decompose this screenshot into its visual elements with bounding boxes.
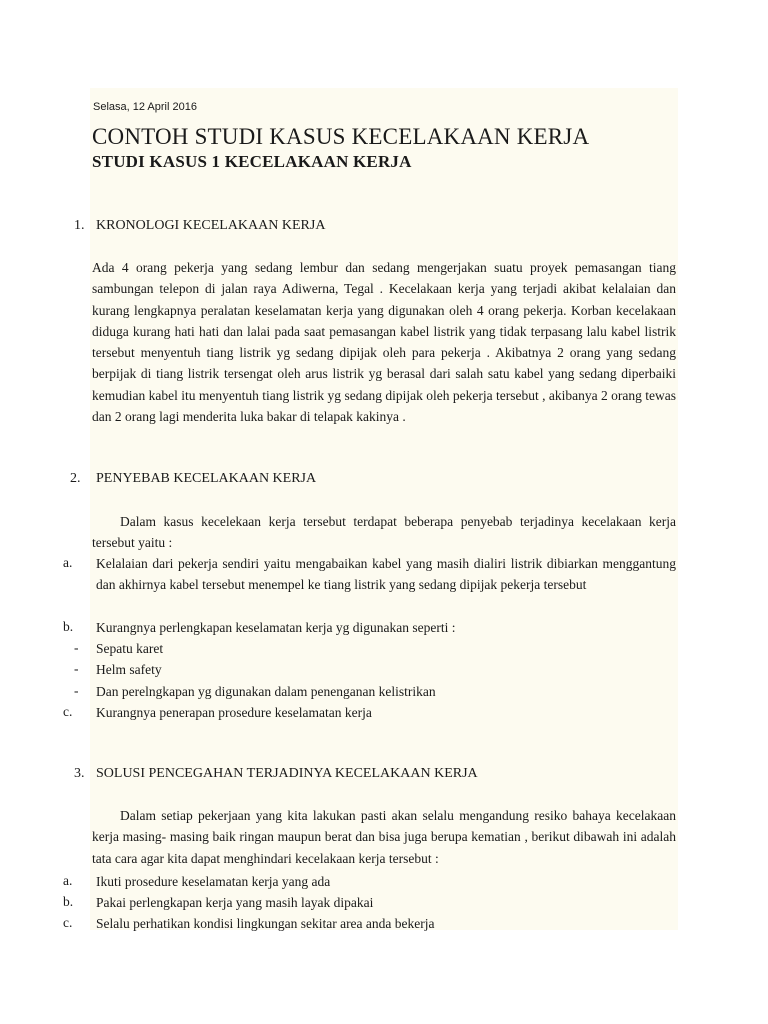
list-item: Pakai perlengkapan kerja yang masih layak dipakai xyxy=(96,895,374,910)
list-marker: - xyxy=(74,661,79,676)
section-1-paragraph: Ada 4 orang pekerja yang sedang lembur dan sedang mengerjakan suatu proyek pemasangan tiang sambungan telepon di jalan raya Adiwerna, Tegal . Kecelakaan kerja yang terjadi akibat kelalaian dan kurang lengkapnya peralatan keselamatan kerja yang digunakan oleh 4 orang pekerja. Korban kecelakaan diduga kurang hati hati dan lalai pada saat pemasangan kabel listrik yang tidak terpasang lalu kabel listrik tersebut menyentuh tiang listrik yg sedang dipijak oleh para pekerja . Akibatnya 2 orang yang sedang berpijak di tiang listrik tersengat oleh arus listrik yg berasal dari salah satu kabel yang sedang diperbaiki kemudian kabel itu menyentuh tiang listrik yg sedang dipijak oleh pekerja tersebut , akibanya 2 orang tewas dan 2 orang lagi menderita luka bakar di telapak kakinya . xyxy=(92,260,676,425)
document-page xyxy=(90,88,678,930)
document-subtitle: STUDI KASUS 1 KECELAKAAN KERJA xyxy=(92,152,412,171)
section-1-heading: KRONOLOGI KECELAKAAN KERJA xyxy=(96,218,326,233)
list-marker: - xyxy=(74,640,79,655)
section-3-paragraph xyxy=(92,805,676,869)
list-item: Kelalaian dari pekerja sendiri yaitu mengabaikan kabel yang masih dialiri listrik dibiarkan menggantung dan akhirnya kabel tersebut menempel ke tiang listrik yang sedang dipijak pekerja tersebut xyxy=(96,556,676,593)
section-3-number: 3. xyxy=(74,766,85,781)
section-3-heading: SOLUSI PENCEGAHAN TERJADINYA KECELAKAAN KERJA xyxy=(96,766,478,781)
document-title: CONTOH STUDI KASUS KECELAKAAN KERJA xyxy=(92,124,590,149)
list-marker: b. xyxy=(63,619,74,634)
list-item: Kurangnya penerapan prosedure keselamatan kerja xyxy=(96,705,372,720)
list-item: Kurangnya perlengkapan keselamatan kerja yg digunakan seperti : xyxy=(96,620,456,635)
list-item: Helm safety xyxy=(96,662,162,677)
section-3-paragraph-text: Dalam setiap pekerjaan yang kita lakukan pasti akan selalu mengandung resiko bahaya kecelakaan kerja masing- masing baik ringan maupun berat dan bisa juga berupa kematian , berikut dibawah ini adalah tata cara agar kita dapat menghindari kecelakaan kerja tersebut : xyxy=(92,808,676,866)
list-marker: a. xyxy=(63,555,73,570)
list-marker: b. xyxy=(63,894,74,909)
list-marker: - xyxy=(74,683,79,698)
list-item: Ikuti prosedure keselamatan kerja yang ada xyxy=(96,874,331,889)
section-2-paragraph-text: Dalam kasus kecelekaan kerja tersebut terdapat beberapa penyebab terjadinya kecelakaan kerja tersebut yaitu : xyxy=(92,514,676,551)
section-2-number: 2. xyxy=(70,471,81,486)
post-date: Selasa, 12 April 2016 xyxy=(93,101,197,113)
list-marker: c. xyxy=(63,915,73,930)
list-item: Dan perelngkapan yg digunakan dalam penenganan kelistrikan xyxy=(96,684,436,699)
section-2-paragraph xyxy=(92,511,676,554)
list-marker: a. xyxy=(63,873,73,888)
list-marker: c. xyxy=(63,704,73,719)
section-2-heading: PENYEBAB KECELAKAAN KERJA xyxy=(96,471,317,486)
section-1-number: 1. xyxy=(74,218,85,233)
list-item: Sepatu karet xyxy=(96,641,164,656)
list-item: Selalu perhatikan kondisi lingkungan sekitar area anda bekerja xyxy=(96,916,435,931)
